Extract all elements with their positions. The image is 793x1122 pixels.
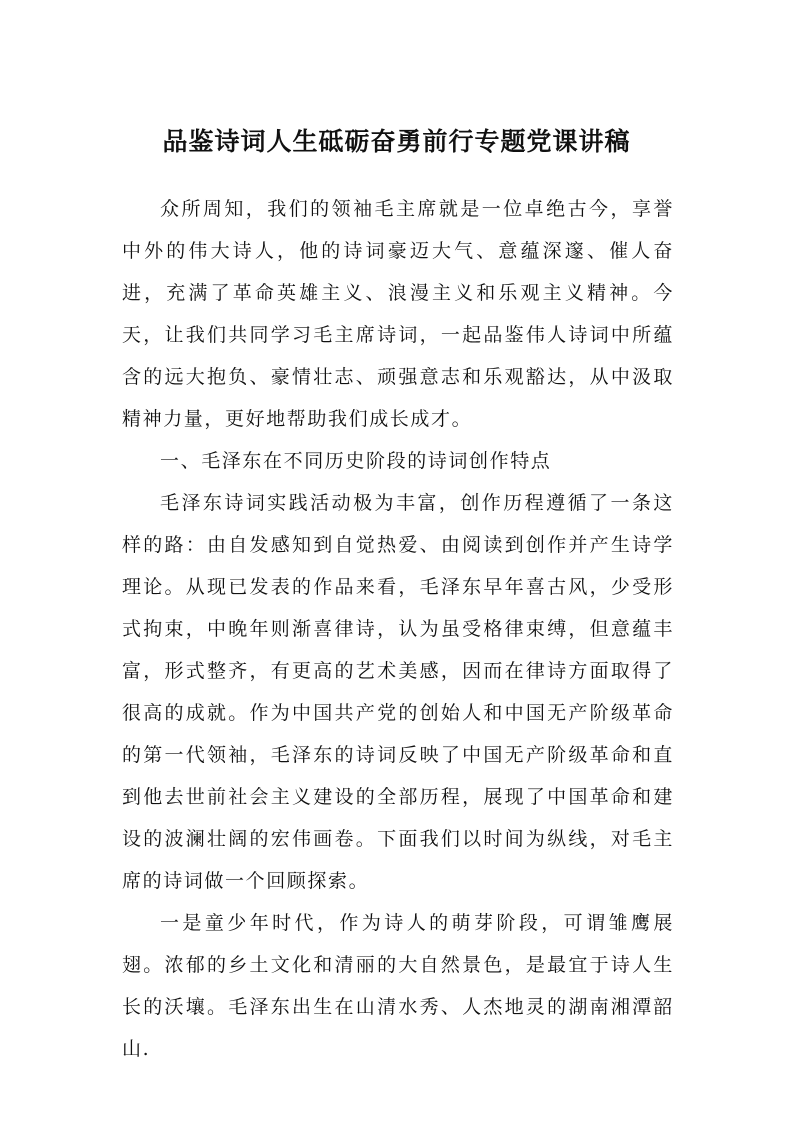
paragraph-childhood: 一是童少年时代，作为诗人的萌芽阶段，可谓雏鹰展翅。浓郁的乡土文化和清丽的大自然景色，是最宜于诗人生长的沃壤。毛泽东出生在山清水秀、人杰地灵的湖南湘潭韶山. bbox=[122, 912, 674, 1060]
document-title: 品鉴诗词人生砥砺奋勇前行专题党课讲稿 bbox=[162, 127, 631, 156]
paragraph-overview: 毛泽东诗词实践活动极为丰富，创作历程遵循了一条这样的路：由自发感知到自觉热爱、由阅读到创作并产生诗学理论。从现已发表的作品来看，毛泽东早年喜古风，少受形式拘束，中晚年则渐喜律诗，认为虽受格律束缚，但意蕴丰富，形式整齐，有更高的艺术美感，因而在律诗方面取得了很高的成就。作为中国共产党的创始人和中国无产阶级革命的第一代领袖，毛泽东的诗词反映了中国无产阶级革命和直到他去世前社会主义建设的全部历程，展现了中国革命和建设的波澜壮阔的宏伟画卷。下面我们以时间为纵线，对毛主席的诗词做一个回顾探索。 bbox=[122, 492, 674, 892]
section-heading: 一、毛泽东在不同历史阶段的诗词创作特点 bbox=[160, 450, 552, 472]
paragraph-intro: 众所周知，我们的领袖毛主席就是一位卓绝古今，享誉中外的伟大诗人，他的诗词豪迈大气、意蕴深邃、催人奋进，充满了革命英雄主义、浪漫主义和乐观主义精神。今天，让我们共同学习毛主席诗词，一起品鉴伟人诗词中所蕴含的远大抱负、豪情壮志、顽强意志和乐观豁达，从中汲取精神力量，更好地帮助我们成长成才。 bbox=[122, 198, 674, 430]
document-body bbox=[122, 188, 674, 1070]
